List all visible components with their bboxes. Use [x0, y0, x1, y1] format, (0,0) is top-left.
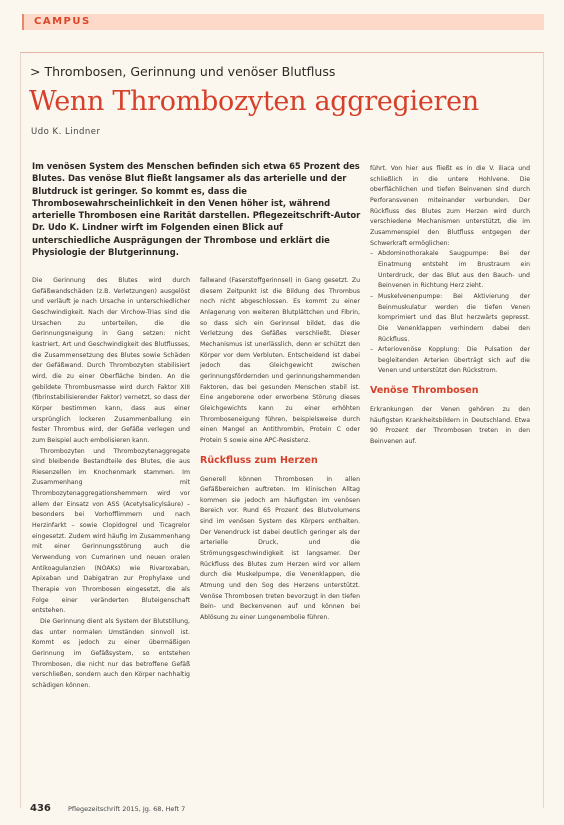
- journal-citation: Pflegezeitschrift 2015, Jg. 68, Heft 7: [67, 805, 186, 813]
- page-footer: [30, 796, 185, 815]
- list-item: – Arteriovenöse Kopplung: Die Pulsation der begleitenden Arterien überträgt sich auf die Venen und unterstützt den Rückstrom.: [370, 345, 530, 377]
- subheading-rueckfluss: Rückfluss zum Herzen: [200, 454, 318, 466]
- body-paragraph: Die Gerinnung des Blutes wird durch Gefäßwandschäden (z.B. Verletzungen) ausgelöst und verläuft je nach Ursache in unterschiedlicher Geschwindigkeit. Nach der Virchow-Trias sind die Ursachen zu unterteilen, die die Gerinnungsneigung in Gang setzen: nicht kastriert, Art und Geschwindigkeit des Blutflusses, die Zusammensetzung des Blutes sowie Schäden der Gefäßwand. Durch Thrombozyten stabilisiert wird, die zu einer Oberfläche binden. An die gebildete Thrombusmasse wird durch Faktor XIII (fibrinstabilisierender Faktor) vernetzt, so dass der Körper bestimmen kann, dass aus einer ursprünglich lockeren Zusammenballung ein fester Thrombus wird, der Gefäße verlegen und zum Beispiel auch embolisieren kann.: [32, 277, 190, 444]
- section-label: CAMPUS: [34, 16, 91, 27]
- text-column-3: [370, 164, 530, 448]
- body-paragraph: Generell können Thrombosen in allen Gefäßbereichen auftreten. Im klinischen Alltag kommen sie jedoch am häufigsten im venösen Bereich vor. Rund 65 Prozent des Blutvolumens sind im venösen System des Körpers enthalten. Der Venendruck ist dabei deutlich geringer als der arterielle Druck, und die Strömungsgeschwindigkeit ist langsamer. Der Rückfluss des Blutes zum Herzen wird vor allem durch die Muskelpumpe, die Venenklappen, die Atmung und den Sog des Herzens unterstützt. Venöse Thrombosen treten bevorzugt in den tiefen Bein- und Beckenvenen auf und können bei Ablösung zu einer Lungenembolie führen.: [200, 475, 360, 622]
- body-paragraph: fallwand (Faserstoffgerinnsel) in Gang gesetzt. Zu diesem Zeitpunkt ist die Bildung des Thrombus noch nicht abgeschlossen. Es kommt zu einer Anlagerung von weiteren Blutplättchen und Fibrin, so dass sich ein Gerinnsel bildet, das die Verletzung des Gefäßes verschließt. Dieser Mechanismus ist unerlässlich, denn er schützt den Körper vor dem Verbluten. Entscheidend ist dabei jedoch das Gleichgewicht zwischen gerinnungsfördernden und gerinnungshemmenden Faktoren, das bei gesunden Menschen stabil ist. Eine angeborene oder erworbene Störung dieses Gleichgewichts kann zu einer erhöhten Thromboseneigung führen, beispielsweise durch einen Mangel an Antithrombin, Protein C oder Protein S sowie eine APC-Resistenz.: [200, 277, 360, 444]
- mechanism-list: [370, 249, 530, 377]
- subheading-venoese-thrombosen: Venöse Thrombosen: [370, 385, 479, 397]
- article-lead: Im venösen System des Menschen befinden sich etwa 65 Prozent des Blutes. Das venöse Blut fließt langsamer als das arterielle und der Blutdruck ist geringer. So kommt es, dass die Thrombosewahrscheinlichkeit in den Venen höher ist, während arterielle Thrombosen eine Rarität darstellen. Pflegezeitschrift-Autor Dr. Udo K. Lindner wirft im Folgenden einen Blick auf unterschiedliche Ausprägungen der Thrombose und erklärt die Physiologie der Blutgerinnung.: [32, 161, 361, 258]
- body-paragraph: Die Gerinnung dient als System der Blutstillung, das unter normalen Umständen sinnvoll ist. Kommt es jedoch zu einer übermäßigen Gerinnung im Gefäßsystem, so entstehen Thrombosen, die nicht nur das betroffene Gefäß verschließen, sondern auch den Körper nachhaltig schädigen können.: [32, 618, 190, 689]
- list-item: – Muskelvenenpumpe: Bei Aktivierung der Beinmuskulatur werden die tiefen Venen komprimiert und das Blut herzwärts gepresst. Die Venenklappen verhindern dabei den Rückfluss.: [370, 292, 530, 345]
- article-kicker: > Thrombosen, Gerinnung und venöser Blutfluss: [30, 64, 336, 79]
- article-headline: Wenn Thrombozyten aggregieren: [29, 86, 479, 117]
- article-author: Udo K. Lindner: [31, 127, 101, 137]
- page-number: 436: [30, 803, 51, 814]
- text-column-2: [200, 276, 360, 624]
- text-column-1: [32, 276, 190, 692]
- list-item: – Abdominothorakale Saugpumpe: Bei der Einatmung entsteht im Brustraum ein Unterdruck, der das Blut aus den Bauch- und Beinvenen in Richtung Herz zieht.: [370, 249, 530, 292]
- section-banner: [22, 14, 544, 30]
- body-paragraph: führt. Von hier aus fließt es in die V. iliaca und schließlich in die untere Hohlvene. Die oberflächlichen und tiefen Beinvenen sind durch Perforansvenen miteinander verbunden. Der Rückfluss des Blutes zum Herzen wird durch verschiedene Mechanismen unterstützt, die im Zusammenspiel den Blutfluss entgegen der Schwerkraft ermöglichen:: [370, 165, 530, 247]
- body-paragraph: Erkrankungen der Venen gehören zu den häufigsten Krankheitsbildern in Deutschland. Etwa 90 Prozent der Thrombosen treten in den Beinvenen auf.: [370, 406, 530, 446]
- body-paragraph: Thrombozyten und Thrombozytenaggregate sind bleibende Bestandteile des Blutes, die aus Riesenzellen im Knochenmark stammen. Im Zusammenhang mit Thrombozytenaggregationshemmern wird vor allem der Einsatz von ASS (Acetylsalicylsäure) – besonders bei Vorhofflimmern und nach Herzinfarkt – sowie Clopidogrel und Ticagrelor eingesetzt. Zudem wird häufig im Zusammenhang mit einer Gerinnungsstörung auch die Verwendung von Cumarinen und neuen oralen Antikoagulanzien (NOAKs) wie Rivaroxaban, Apixaban und Dabigatran zur Prophylaxe und Therapie von Thrombosen eingesetzt, die als Folge einer veränderten Bluteigenschaft entstehen.: [32, 447, 190, 615]
